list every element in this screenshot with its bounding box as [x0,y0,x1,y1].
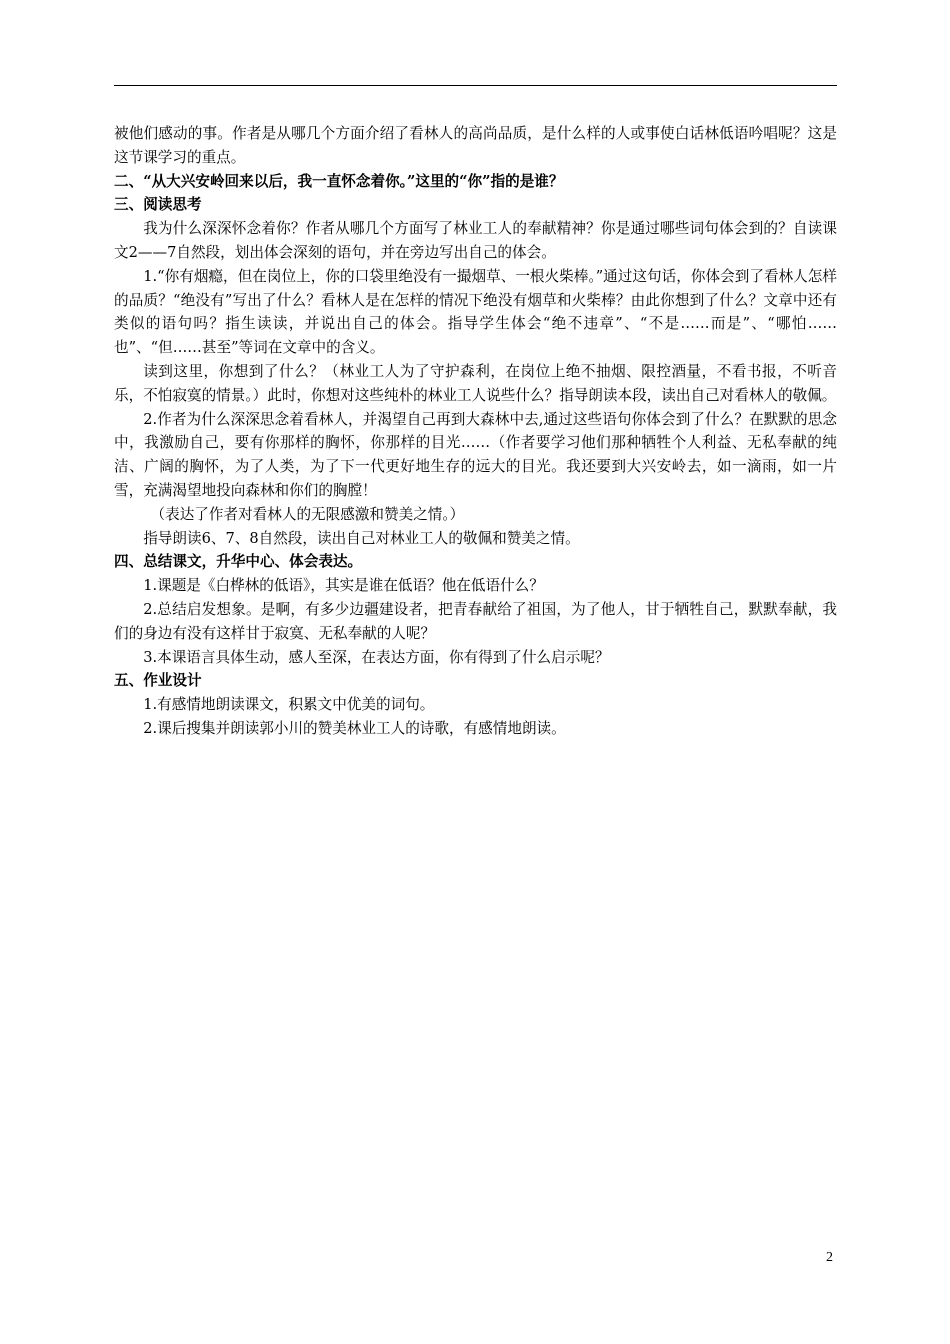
document-body [114,122,837,741]
paragraph: 1.“你有烟瘾，但在岗位上，你的口袋里绝没有一撮烟草、一根火柴棒。”通过这句话，你体会到了看林人怎样的品质？“绝没有”写出了什么？看林人是在怎样的情况下绝没有烟草和火柴棒？由此你想到了什么？文章中还有类似的语句吗？指生读读，并说出自己的体会。指导学生体会“绝不违章”、“不是……而是”、“哪怕……也”、“但……甚至”等词在文章中的含义。 [114,267,837,357]
paragraph: 我为什么深深怀念着你？作者从哪几个方面写了林业工人的奉献精神？你是通过哪些词句体会到的？自读课文2——7自然段，划出体会深刻的语句，并在旁边写出自己的体会。 [114,220,837,261]
section-heading-5: 五、作业设计 [114,672,202,690]
paragraph: 2.作者为什么深深思念着看林人，并渴望自己再到大森林中去,通过这些语句你体会到了什么？在默默的思念中，我激励自己，要有你那样的胸怀，你那样的目光……（作者要学习他们那种牺牲个人利益、无私奉献的纯洁、广阔的胸怀，为了人类，为了下一代更好地生存的远大的目光。我还要到大兴安岭去，如一滴雨，如一片雪，充满渴望地投向森林和你们的胸膛！ [114,410,837,499]
paragraph: 1.课题是《白桦林的低语》，其实是谁在低语？他在低语什么？ [143,577,544,595]
section-heading-4: 四、总结课文，升华中心、体会表达。 [114,553,363,571]
paragraph: 3.本课语言具体生动，感人至深，在表达方面，你有得到了什么启示呢？ [143,648,610,666]
paragraph: 1.有感情地朗读课文，积累文中优美的词句。 [143,696,435,714]
paragraph-note: （表达了作者对看林人的无限感激和赞美之情。） [150,505,465,523]
paragraph: 2.课后搜集并朗读郭小川的赞美林业工人的诗歌，有感情地朗读。 [143,719,566,737]
section-heading-2: 二、“从大兴安岭回来以后，我一直怀念着你。”这里的“你”指的是谁？ [114,172,564,190]
paragraph: 2.总结启发想象。是啊，有多少边疆建设者，把青春献给了祖国，为了他人，甘于牺牲自己，默默奉献，我们的身边有没有这样甘于寂寞、无私奉献的人呢？ [114,600,837,642]
paragraph: 被他们感动的事。作者是从哪几个方面介绍了看林人的高尚品质，是什么样的人或事使白话林低语吟唱呢？这是这节课学习的重点。 [114,125,837,166]
header-rule [114,85,837,86]
paragraph: 读到这里，你想到了什么？（林业工人为了守护森利，在岗位上绝不抽烟、限控酒量，不看书报，不听音乐，不怕寂寞的情景。）此时，你想对这些纯朴的林业工人说些什么？指导朗读本段，读出自己对看林人的敬佩。 [114,362,837,404]
paragraph: 指导朗读6、7、8自然段，读出自己对林业工人的敬佩和赞美之情。 [143,529,580,547]
section-heading-3: 三、阅读思考 [114,196,202,214]
page-number: 2 [826,1250,833,1265]
